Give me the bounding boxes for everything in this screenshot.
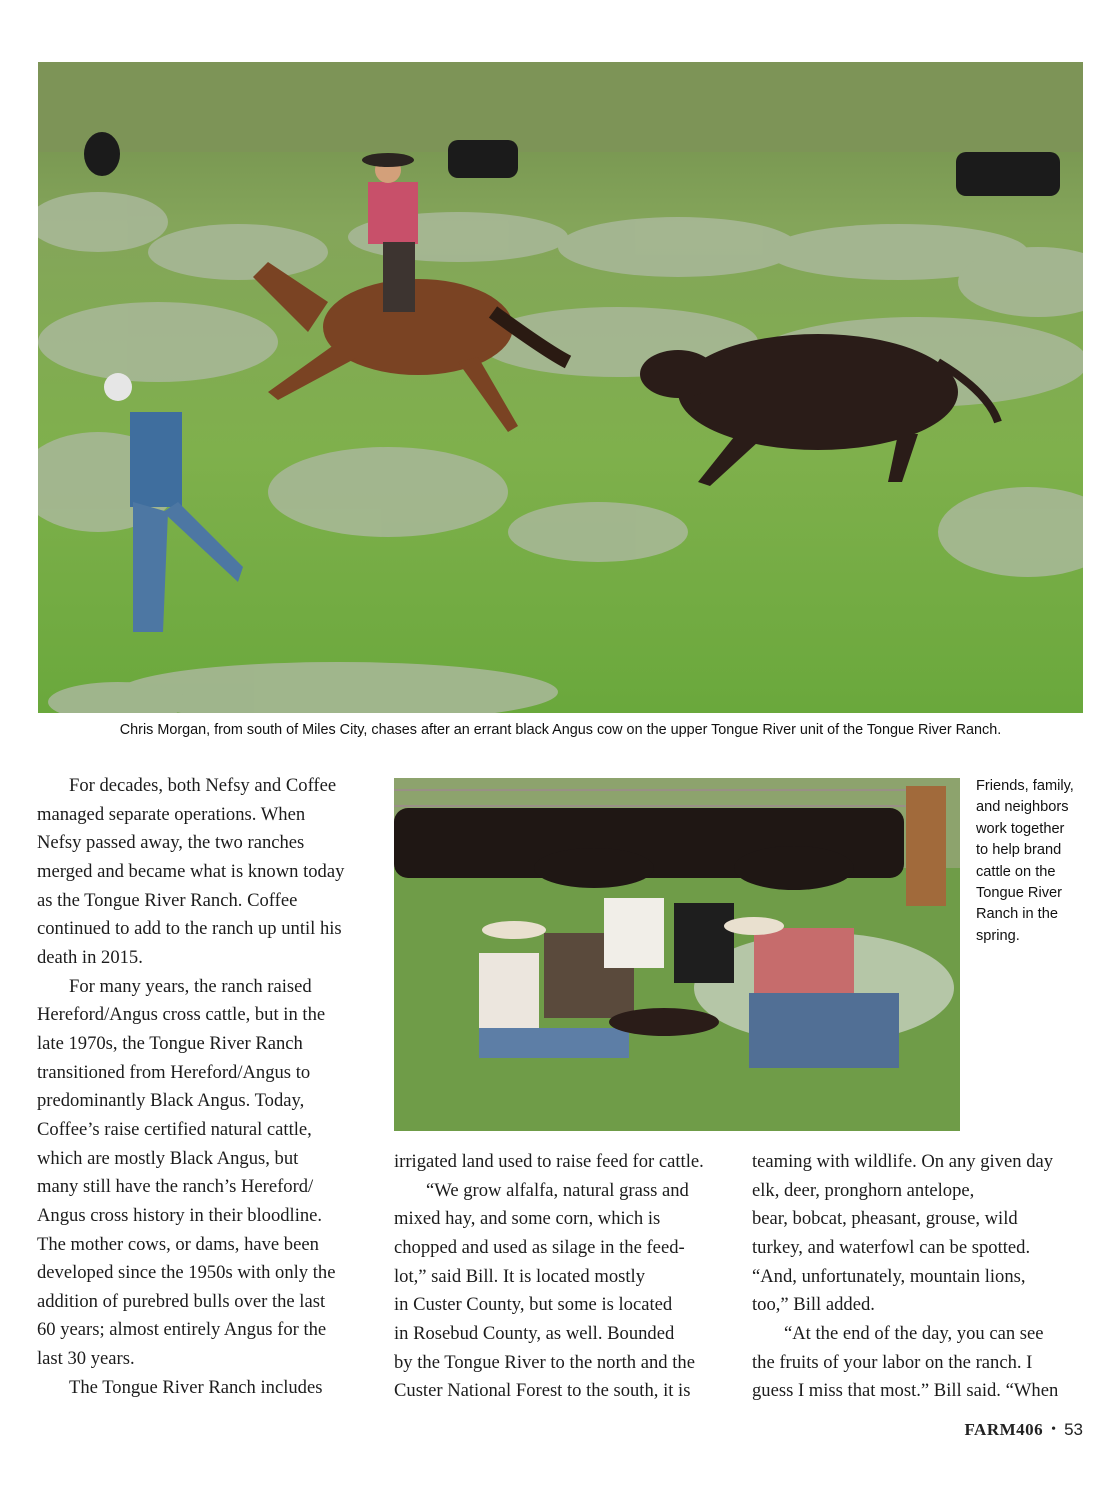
page-footer [964,1420,1083,1440]
caption-line: Tongue River [976,885,1062,902]
text-line: as the Tongue River Ranch. Coffee [37,889,298,911]
article-column-2 [394,1148,734,1406]
text-line: addition of purebred bulls over the last [37,1290,326,1312]
text-line: For many years, the ranch raised [69,975,312,997]
text-line: “We grow alfalfa, natural grass and [426,1179,689,1201]
text-line: Nefsy passed away, the two ranches [37,832,305,854]
branding-photo [394,778,960,1131]
text-line: chopped and used as silage in the feed- [394,1236,685,1258]
text-line: For decades, both Nefsy and Coffee [69,775,337,796]
text-line: Angus cross history in their bloodline. [37,1204,323,1226]
text-line: managed separate operations. When [37,803,306,825]
text-line: guess I miss that most.” Bill said. “When [752,1380,1059,1402]
text-line: predominantly Black Angus. Today, [37,1090,305,1112]
text-line: in Rosebud County, as well. Bounded [394,1322,675,1344]
text-line: Hereford/Angus cross cattle, but in the [37,1004,326,1026]
caption-line: Friends, family, [976,778,1074,794]
text-line: in Custer County, but some is located [394,1294,673,1316]
caption-line: work together [976,820,1065,837]
text-line: elk, deer, pronghorn antelope, [752,1179,975,1201]
text-line: Custer National Forest to the south, it is [394,1380,691,1402]
text-line: many still have the ranch’s Hereford/ [37,1176,314,1198]
text-line: The mother cows, or dams, have been [37,1233,319,1255]
caption-line: to help brand [976,842,1062,859]
text-line: transitioned from Hereford/Angus to [37,1061,311,1083]
text-line: by the Tongue River to the north and the [394,1351,695,1373]
text-line: bear, bobcat, pheasant, grouse, wild [752,1208,1018,1230]
page-number: 53 [1064,1420,1083,1439]
footer-separator: • [1051,1422,1057,1437]
text-line: which are mostly Black Angus, but [37,1147,299,1169]
text-line: “And, unfortunately, mountain lions, [752,1265,1026,1287]
text-line: developed since the 1950s with only the [37,1262,336,1284]
article-column-1 [37,772,377,1402]
text-line: lot,” said Bill. It is located mostly [394,1265,645,1287]
caption-line: spring. [976,927,1020,944]
text-line: irrigated land used to raise feed for cattle. [394,1151,704,1172]
caption-line: and neighbors [976,799,1069,816]
branding-photo-caption [976,776,1096,947]
text-line: last 30 years. [37,1348,135,1370]
text-line: too,” Bill added. [752,1294,875,1316]
text-line: The Tongue River Ranch includes [69,1376,323,1398]
text-line: turkey, and waterfowl can be spotted. [752,1236,1031,1258]
text-line: mixed hay, and some corn, which is [394,1208,661,1230]
text-line: “At the end of the day, you can see [784,1322,1044,1344]
text-line: continued to add to the ranch up until his [37,918,342,940]
article-column-3 [752,1148,1092,1406]
hero-photo [38,62,1083,713]
caption-line: cattle on the [976,863,1056,880]
magazine-brand: FARM406 [964,1420,1044,1439]
text-line: the fruits of your labor on the ranch. I [752,1351,1033,1373]
hero-photo-caption: Chris Morgan, from south of Miles City, chases after an errant black Angus cow on the upper Tongue River unit of the Tongue River Ranch. [119,722,1002,738]
text-line: merged and became what is known today [37,860,345,882]
text-line: death in 2015. [37,946,143,968]
text-line: 60 years; almost entirely Angus for the [37,1319,327,1341]
caption-line: Ranch in the [976,906,1058,923]
text-line: teaming with wildlife. On any given day [752,1151,1054,1172]
text-line: Coffee’s raise certified natural cattle, [37,1118,312,1140]
text-line: late 1970s, the Tongue River Ranch [37,1032,303,1054]
